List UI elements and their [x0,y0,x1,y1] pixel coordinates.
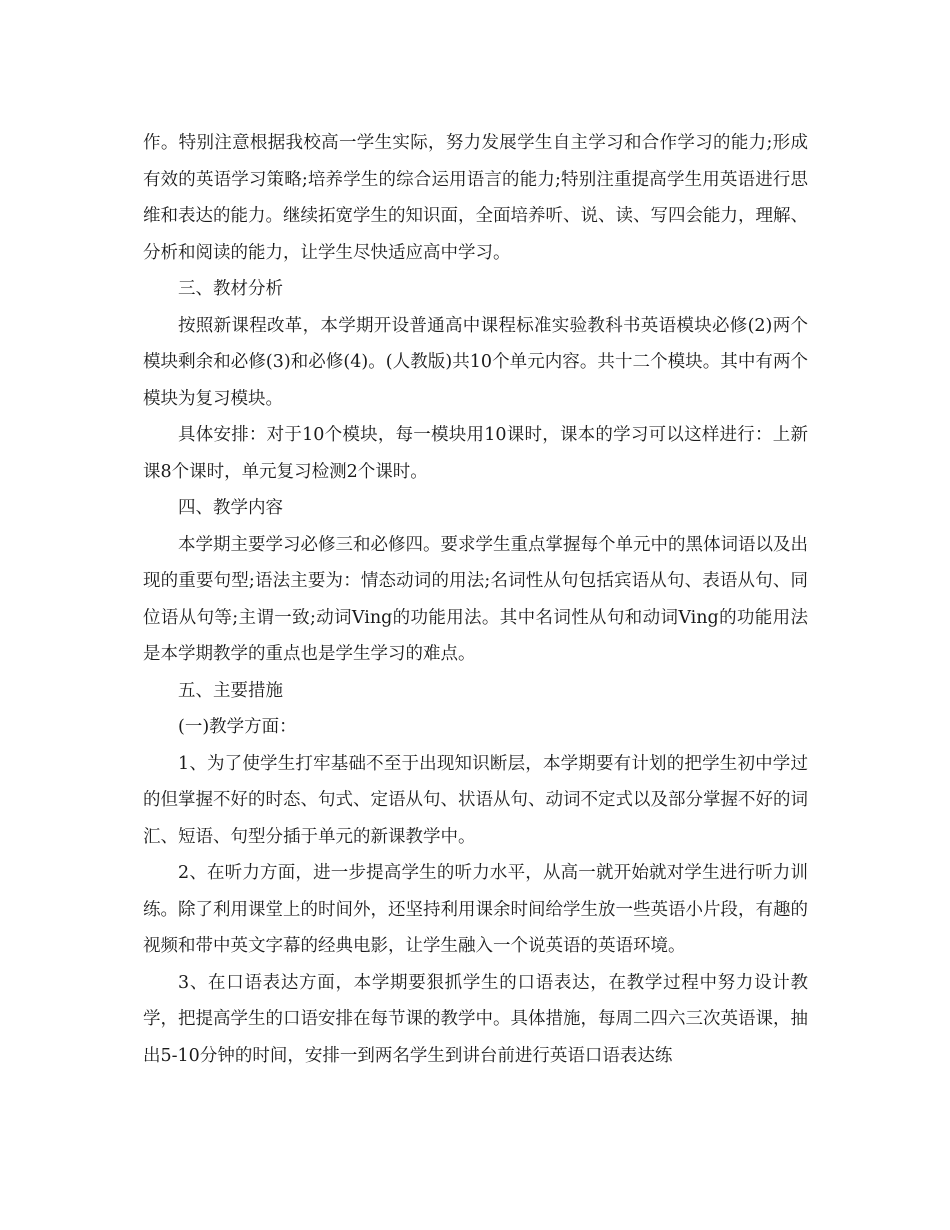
paragraph-continuation: 作。特别注意根据我校高一学生实际，努力发展学生自主学习和合作学习的能力;形成有效的英语学习策略;培养学生的综合运用语言的能力;特别注重提高学生用英语进行思维和表达的能力。继续拓宽学生的知识面，全面培养听、说、读、写四会能力，理解、分析和阅读的能力，让学生尽快适应高中学习。 [143,133,808,263]
paragraph-schedule: 具体安排：对于10个模块，每一模块用10课时，课本的学习可以这样进行：上新课8个课时，单元复习检测2个课时。 [143,425,808,482]
subsection-heading-teaching: (一)教学方面： [178,717,297,737]
section-heading-content: 四、教学内容 [178,498,283,518]
section-heading-measures: 五、主要措施 [178,680,283,701]
paragraph-content: 本学期主要学习必修三和必修四。要求学生重点掌握每个单元中的黑体词语以及出现的重要句型;语法主要为：情态动词的用法;名词性从句包括宾语从句、表语从句、同位语从句等;主谓一致;动词Ving的功能用法。其中名词性从句和动词Ving的功能用法是本学期教学的重点也是学生学习的难点。 [143,534,808,664]
section-heading-materials: 三、教材分析 [178,279,283,299]
paragraph-measure-1: 1、为了使学生打牢基础不至于出现知识断层，本学期要有计划的把学生初中学过的但掌握不好的时态、句式、定语从句、状语从句、动词不定式以及部分掌握不好的词汇、短语、句型分插于单元的新课教学中。 [143,753,808,847]
paragraph-materials: 按照新课程改革，本学期开设普通高中课程标准实验教科书英语模块必修(2)两个模块剩余和必修(3)和必修(4)。(人教版)共10个单元内容。共十二个模块。其中有两个模块为复习模块。 [143,315,808,409]
paragraph-measure-3: 3、在口语表达方面，本学期要狠抓学生的口语表达，在教学过程中努力设计教学，把提高学生的口语安排在每节课的教学中。具体措施，每周二四六三次英语课，抽出5-10分钟的时间，安排一到两名学生到讲台前进行英语口语表达练 [143,972,808,1066]
paragraph-measure-2: 2、在听力方面，进一步提高学生的听力水平，从高一就开始就对学生进行听力训练。除了利用课堂上的时间外，还坚持利用课余时间给学生放一些英语小片段，有趣的视频和带中英文字幕的经典电影，让学生融入一个说英语的英语环境。 [143,863,808,956]
document-body [143,125,808,1074]
